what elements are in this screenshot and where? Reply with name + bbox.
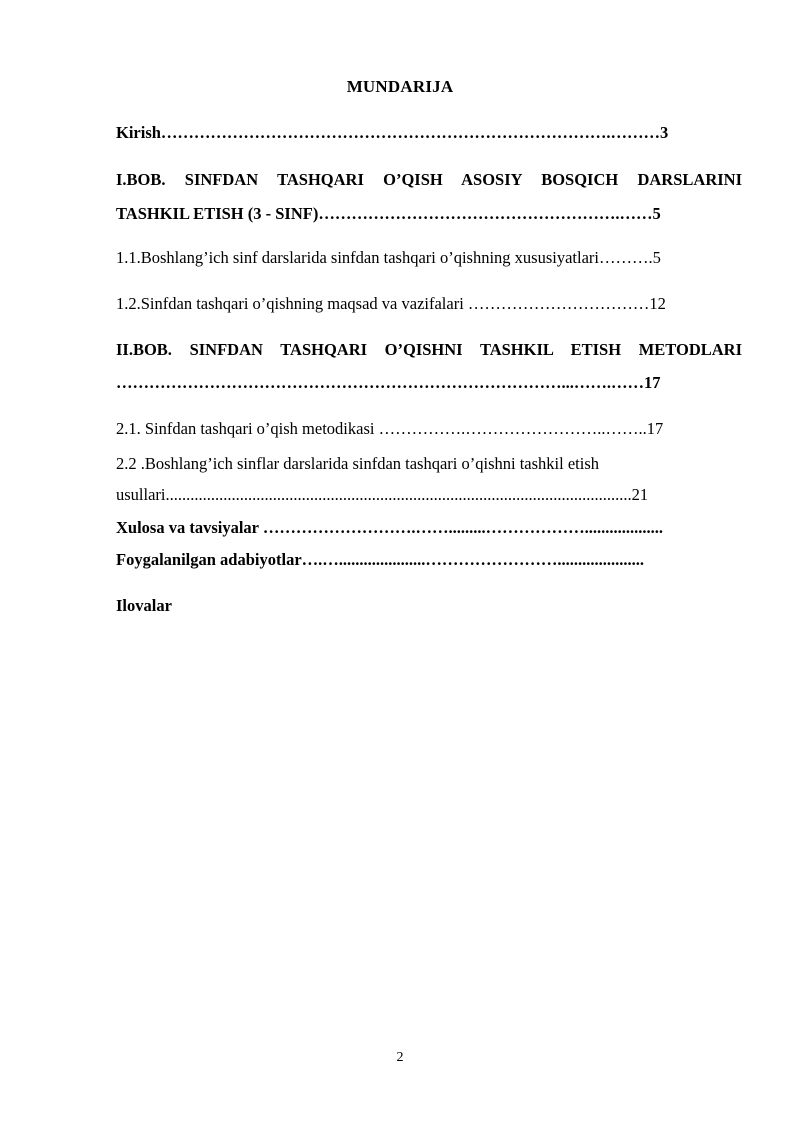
toc-entry-chapter-1-line-1: I.BOB. SINFDAN TASHQARI O’QISH ASOSIY BOSQICH DARSLARINI	[116, 170, 742, 189]
toc-entry-chapter-2-line-2: ………………………………………………………………………...…….……17	[116, 373, 661, 392]
page-title: MUNDARIJA	[346, 77, 454, 96]
toc-entry-intro: Kirish……………………………………………………………………….………3	[116, 123, 669, 142]
toc-entry-section-1-2: 1.2.Sinfdan tashqari o’qishning maqsad va vazifalari ……………………………12	[116, 294, 666, 313]
toc-entry-section-2-1: 2.1. Sinfdan tashqari o’qish metodikasi …………….……………………..……..17	[116, 419, 664, 438]
page-number: 2	[396, 1050, 404, 1065]
toc-entry-section-2-2-line-1: 2.2 .Boshlang’ich sinflar darslarida sinfdan tashqari o’qishni tashkil etish	[116, 454, 599, 473]
toc-entry-section-1-1: 1.1.Boshlang’ich sinf darslarida sinfdan tashqari o’qishning xususiyatlari……….5	[116, 248, 661, 267]
toc-entry-references: Foygalanilgan adabiyotlar….….....................…………………….....................	[116, 550, 645, 569]
toc-entry-chapter-2-line-1: II.BOB. SINFDAN TASHQARI O’QISHNI TASHKIL ETISH METODLARI	[116, 340, 742, 359]
toc-entry-appendix: Ilovalar	[116, 596, 172, 615]
toc-entry-conclusion: Xulosa va tavsiyalar ……………………….…….........………………...................	[116, 518, 663, 537]
toc-entry-section-2-2-line-2: usullari.................................................................................................................21	[116, 485, 649, 504]
toc-entry-chapter-1-line-2: TASHKIL ETISH (3 - SINF)……………………………………………….……5	[116, 204, 661, 223]
